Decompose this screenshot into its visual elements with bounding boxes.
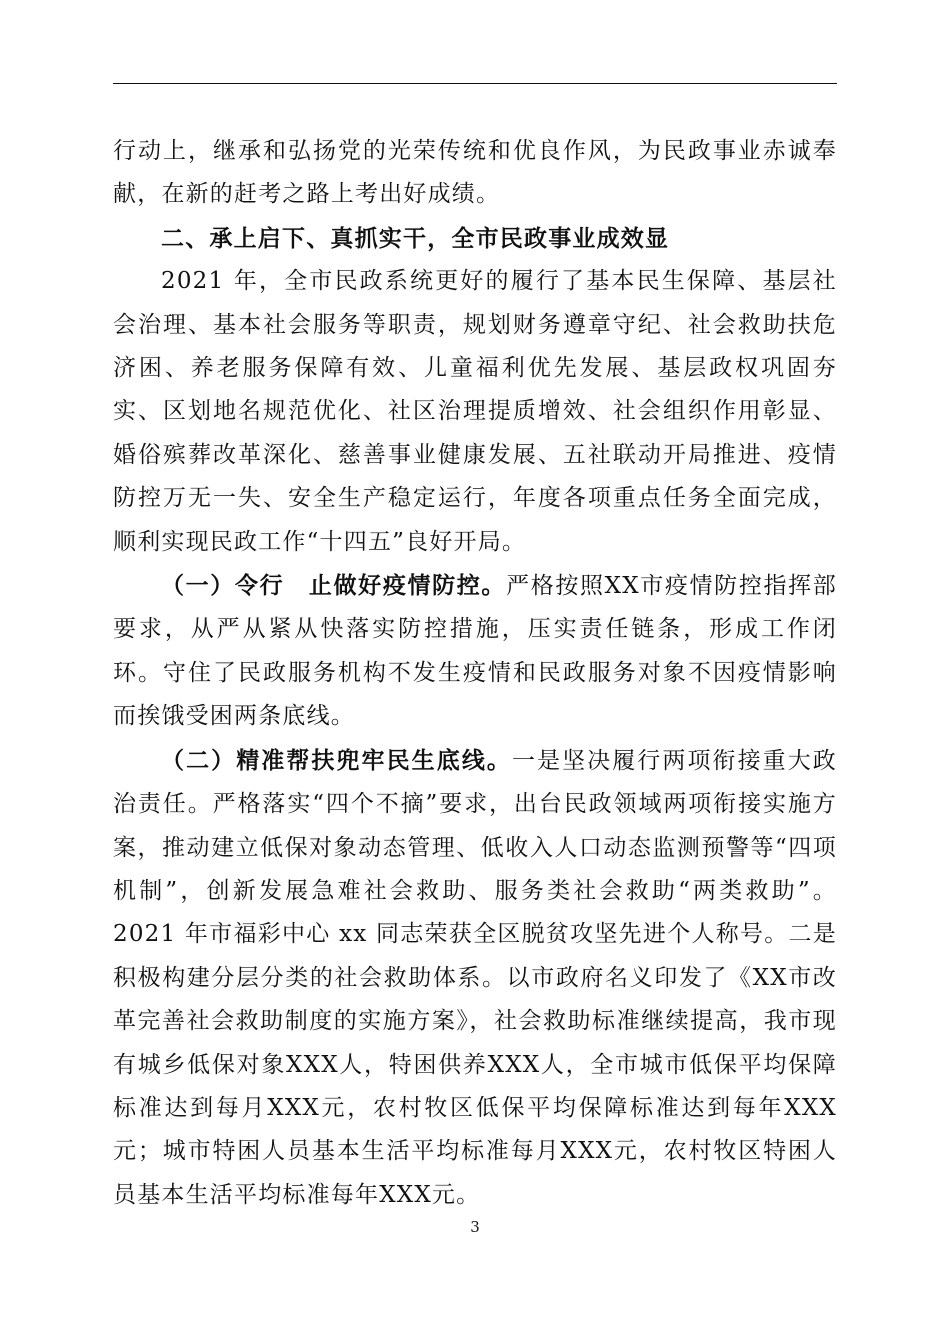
document-body <box>113 130 837 1217</box>
paragraph-precise-assistance <box>113 739 837 1217</box>
section-heading: 二、承上启下、真抓实干，全市民政事业成效显 <box>161 224 670 252</box>
paragraph-continuation: 行动上，继承和弘扬党的光荣传统和优良作风，为民政事业赤诚奉献，在新的赶考之路上考出好成绩。 <box>113 138 837 208</box>
paragraph-text: 一是坚决履行两项衔接重大政治责任。严格落实“四个不摘”要求，出台民政领域两项衔接实施方案，推动建立低保对象动态管理、低收入人口动态监测预警等“四项机制”，创新发展急难社会救助、服务类社会救助“两类救助”。2021 年市福彩中心 xx 同志荣获全区脱贫攻坚先进个人称号。二是积极构建分层分类的社会救助体系。以市政府名义印发了《XX市改革完善社会救助制度的实施方案》，社会救助标准继续提高，我市现有城乡低保对象XXX人，特困供养XXX人，全市城市低保平均保障标准达到每月XXX元，农村牧区低保平均保障标准达到每年XXX元；城市特困人员基本生活平均标准每月XXX元，农村牧区特困人员基本生活平均标准每年XXX元。 <box>113 747 837 1208</box>
paragraph-text: 严格按照XX市疫情防控指挥部要求，从严从紧从快落实防控措施，压实责任链条，形成工作闭环。守住了民政服务机构不发生疫情和民政服务对象不因疫情影响而挨饿受困两条底线。 <box>113 573 837 730</box>
paragraph-epidemic-control <box>113 564 837 739</box>
header-rule <box>113 83 837 84</box>
subsection-title: （一）令行 止做好疫情防控。 <box>161 572 507 600</box>
page-number: 3 <box>470 1218 480 1236</box>
subsection-title: （二）精准帮扶兜牢民生底线。 <box>161 746 512 774</box>
paragraph-summary: 2021 年，全市民政系统更好的履行了基本民生保障、基层社会治理、基本社会服务等职责，规划财务遵章守纪、社会救助扶危济困、养老服务保障有效、儿童福利优先发展、基层政权巩固夯实、区划地名规范优化、社区治理提质增效、社会组织作用彰显、婚俗殡葬改革深化、慈善事业健康发展、五社联动开局推进、疫情防控万无一失、安全生产稳定运行，年度各项重点任务全面完成，顺利实现民政工作“十四五”良好开局。 <box>113 268 837 555</box>
